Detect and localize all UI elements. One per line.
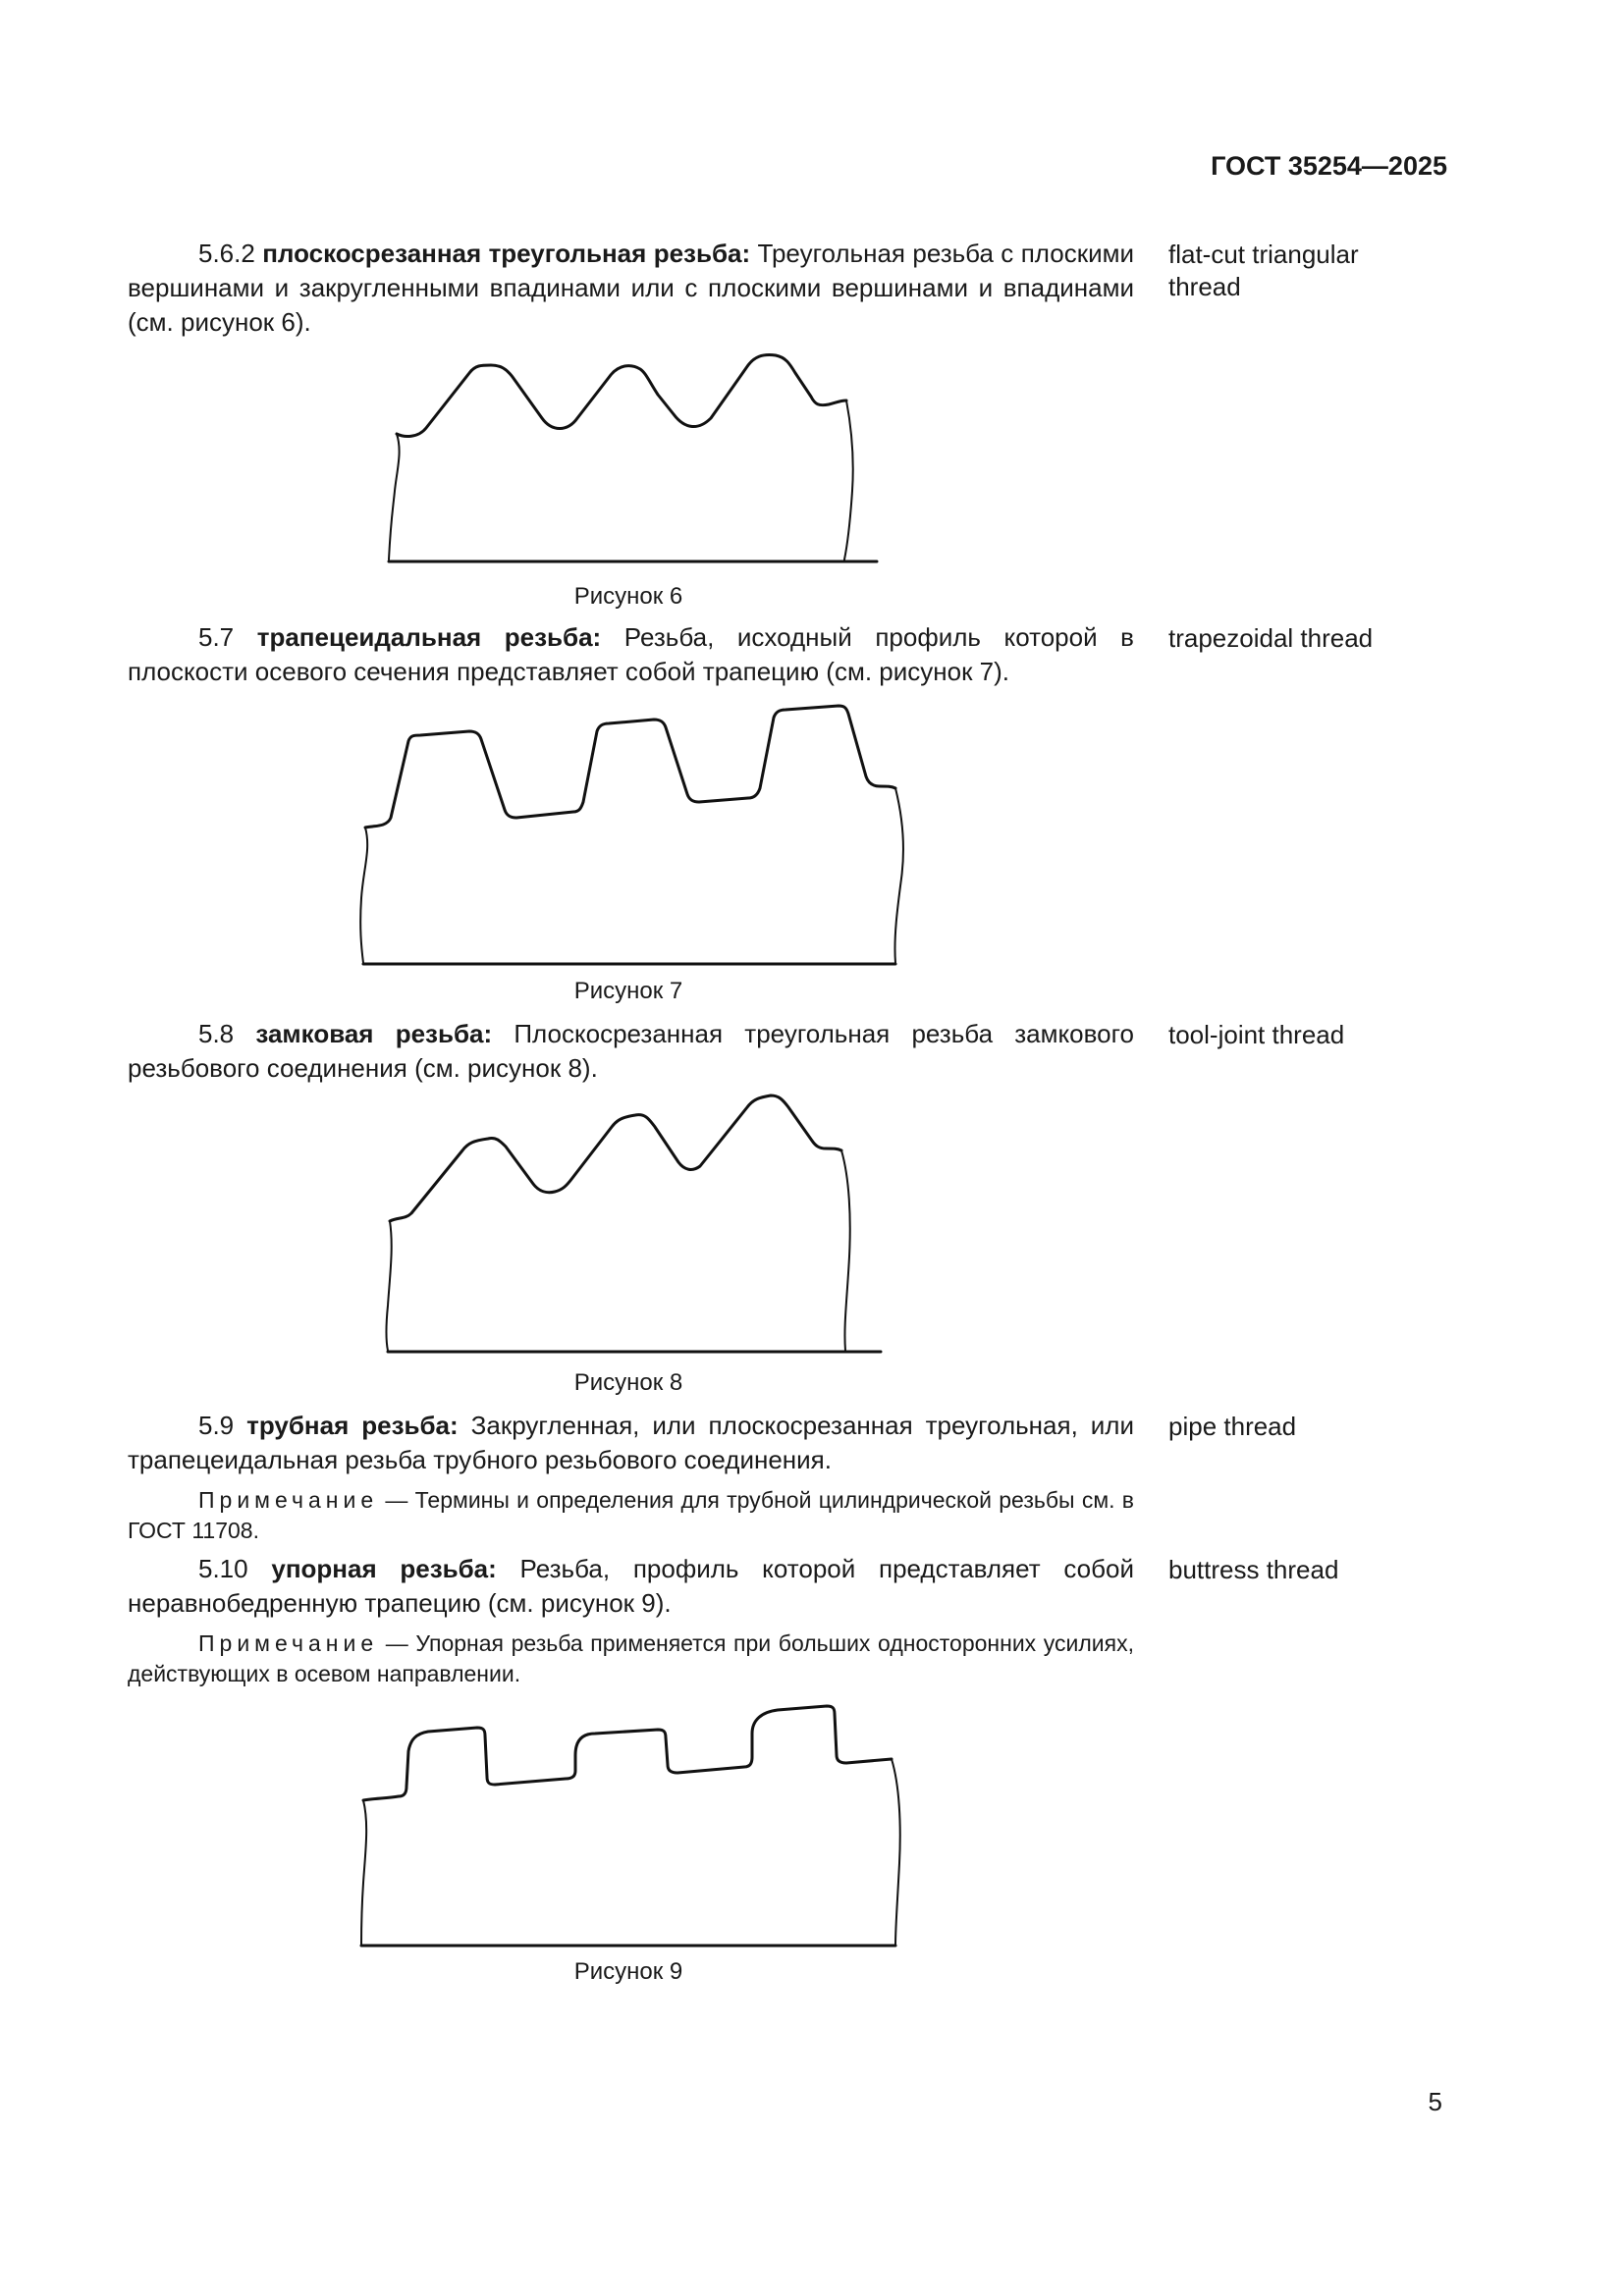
term-english-5-7: trapezoidal thread	[1168, 623, 1374, 653]
term-number: 5.8	[198, 1019, 235, 1048]
term-title: замковая резьба:	[255, 1019, 493, 1048]
note-label: Примечание	[198, 1487, 379, 1513]
page-number: 5	[1428, 2087, 1442, 2116]
term-title: трубная резьба:	[246, 1411, 459, 1440]
term-definition: Закругленная, или плоскосрезанная треугольная, или трапецеидальная резьба трубного резьбового соединения.	[128, 1411, 1134, 1474]
term-definition: Треугольная резьба с плоскими вершинами и закругленными впадинами или с плоскими вершинами и впадинами (см. рисунок 6).	[128, 239, 1134, 337]
term-english-5-8: tool-joint thread	[1168, 1020, 1345, 1049]
figure-8-tool-joint-thread	[378, 1090, 898, 1364]
term-title: трапецеидальная резьба:	[256, 622, 602, 652]
term-entry-5-8	[128, 1017, 1134, 1086]
term-title: плоскосрезанная треугольная резьба:	[262, 239, 751, 268]
term-english-5-6-2: flat-cut triangular thread	[1168, 240, 1359, 301]
figure-9-buttress-thread	[353, 1412, 913, 1951]
term-definition: Резьба, исходный профиль которой в плоскости осевого сечения представляет собой трапецию (см. рисунок 7).	[128, 622, 1134, 686]
term-definition: Плоскосрезанная треугольная резьба замкового резьбового соединения (см. рисунок 8).	[128, 1019, 1134, 1083]
term-number: 5.6.2	[198, 239, 255, 268]
figure-8-caption: Рисунок 8	[573, 1369, 683, 1396]
term-title: упорная резьба:	[271, 1554, 497, 1583]
note-text: — Упорная резьба применяется при больших односторонних усилиях, действующих в осевом направлении.	[128, 1630, 1134, 1686]
figure-7-caption: Рисунок 7	[573, 978, 683, 1004]
figure-9-caption: Рисунок 9	[573, 1958, 683, 1985]
term-number: 5.9	[198, 1411, 235, 1440]
term-number: 5.7	[198, 622, 235, 652]
term-definition: Резьба, профиль которой представляет собой неравнобедренную трапецию (см. рисунок 9).	[128, 1554, 1135, 1618]
figure-7-trapezoidal-thread	[353, 692, 923, 977]
term-entry-5-6-2	[128, 237, 1134, 340]
term-entry-5-7	[128, 620, 1134, 689]
note-label: Примечание	[198, 1630, 379, 1656]
figure-6-caption: Рисунок 6	[573, 583, 683, 610]
note-text: — Термины и определения для трубной цилиндрической резьбы см. в ГОСТ 11708.	[128, 1487, 1134, 1543]
figure-6-flat-cut-triangular-thread	[383, 344, 893, 569]
term-number: 5.10	[198, 1554, 248, 1583]
term-english-5-10: buttress thread	[1168, 1555, 1339, 1584]
term-english-5-9: pipe thread	[1168, 1412, 1297, 1441]
document-header: ГОСТ 35254—2025	[1211, 151, 1447, 181]
